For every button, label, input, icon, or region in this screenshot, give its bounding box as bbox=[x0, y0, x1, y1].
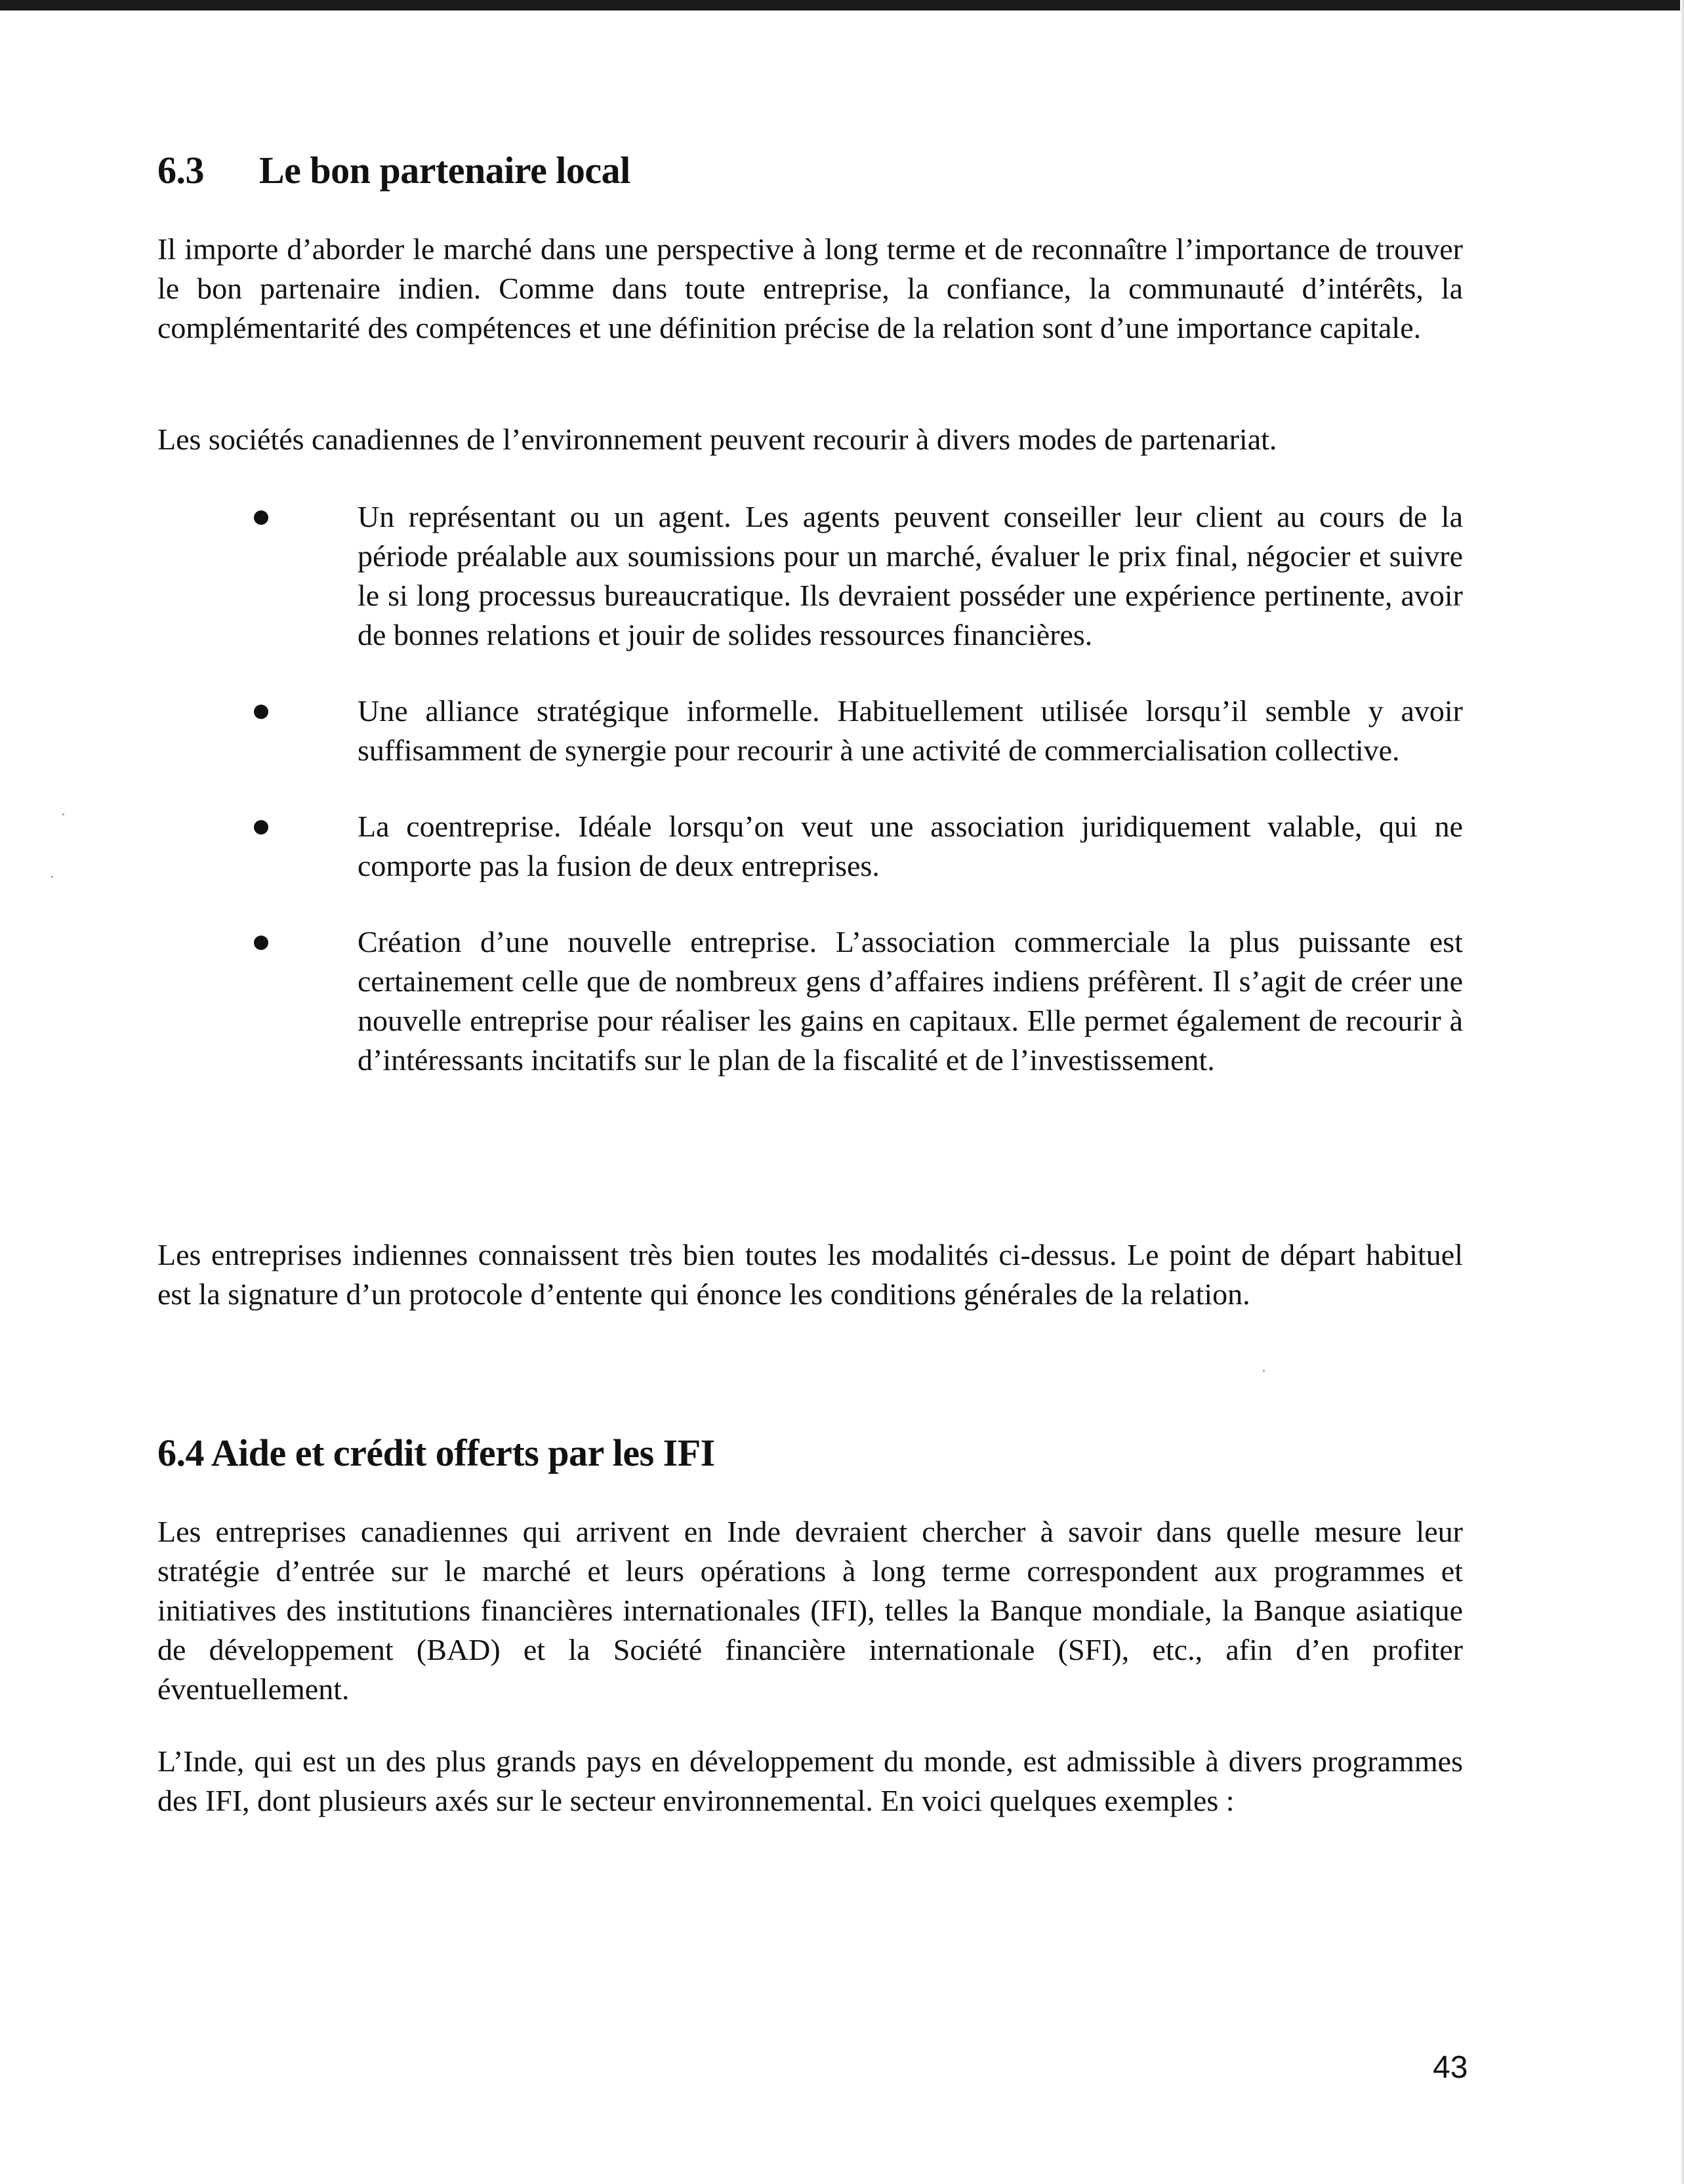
list-item-text: La coentreprise. Idéale lorsqu’on veut une association juridiquement valable, qui ne comporte pas la fusion de deux entreprises. bbox=[358, 810, 1463, 882]
scan-speck bbox=[1263, 1370, 1265, 1372]
scan-right-edge bbox=[1680, 0, 1684, 2184]
list-item-text: Création d’une nouvelle entreprise. L’association commerciale la plus puissante est certainement celle que de nombreux gens d’affaires indiens préfèrent. Il s’agit de créer une nouvelle entreprise pour réaliser les gains en capitaux. Elle permet également de recourir à d’intéressants incitatifs sur le plan de la fiscalité et de l’investissement. bbox=[358, 925, 1463, 1077]
scan-top-edge bbox=[0, 0, 1684, 10]
bullet-icon bbox=[254, 510, 268, 525]
section-heading-6-4: 6.4 Aide et crédit offerts par les IFI bbox=[157, 1432, 715, 1474]
paragraph-ifi: Les entreprises canadiennes qui arrivent en Inde devraient chercher à savoir dans quelle mesure leur stratégie d’entrée sur le marché et leurs opérations à long terme correspondent aux programmes et initiatives des institutions financières internationales (IFI), telles la Banque mondiale, la Banque asiatique de développement (BAD) et la Société financière internationale (SFI), etc., afin d’en profiter éventuellement. bbox=[157, 1515, 1463, 1706]
list-item bbox=[157, 691, 1463, 770]
section-title: Le bon partenaire local bbox=[259, 149, 630, 192]
bullet-icon bbox=[254, 820, 268, 834]
paragraph-closing: Les entreprises indiennes connaissent très bien toutes les modalités ci-dessus. Le point de départ habituel est la signature d’un protocole d’entente qui énonce les conditions générales de la relation. bbox=[157, 1238, 1463, 1311]
section-number: 6.3 bbox=[157, 149, 204, 192]
list-item bbox=[157, 497, 1463, 655]
paragraph-intro: Il importe d’aborder le marché dans une perspective à long terme et de reconnaître l’importance de trouver le bon partenaire indien. Comme dans toute entreprise, la confiance, la communauté d’intérêts, la complémentarité des compétences et une définition précise de la relation sont d’une importance capitale. bbox=[157, 232, 1463, 344]
list-item-text: Une alliance stratégique informelle. Habituellement utilisée lorsqu’il semble y avoir suffisamment de synergie pour recourir à une activité de commercialisation collective. bbox=[358, 694, 1463, 767]
bullet-icon bbox=[254, 936, 268, 950]
paragraph-inde: L’Inde, qui est un des plus grands pays en développement du monde, est admissible à divers programmes des IFI, dont plusieurs axés sur le secteur environnemental. En voici quelques exemples : bbox=[157, 1744, 1463, 1817]
document-page bbox=[157, 98, 1469, 2067]
list-item-text: Un représentant ou un agent. Les agents peuvent conseiller leur client au cours de la période préalable aux soumissions pour un marché, évaluer le prix final, négocier et suivre le si long processus bureaucratique. Ils devraient posséder une expérience pertinente, avoir de bonnes relations et jouir de solides ressources financières. bbox=[358, 500, 1463, 651]
list-item bbox=[157, 807, 1463, 886]
section-heading-6-3 bbox=[157, 148, 630, 194]
bullet-icon bbox=[254, 705, 268, 719]
partnership-list bbox=[157, 497, 1463, 1117]
page-number: 43 bbox=[1433, 2050, 1468, 2085]
scan-speck bbox=[51, 876, 53, 878]
paragraph-partnership-modes: Les sociétés canadiennes de l’environnement peuvent recourir à divers modes de partenariat. bbox=[157, 422, 1277, 456]
list-item bbox=[157, 922, 1463, 1080]
scan-speck bbox=[62, 814, 64, 815]
